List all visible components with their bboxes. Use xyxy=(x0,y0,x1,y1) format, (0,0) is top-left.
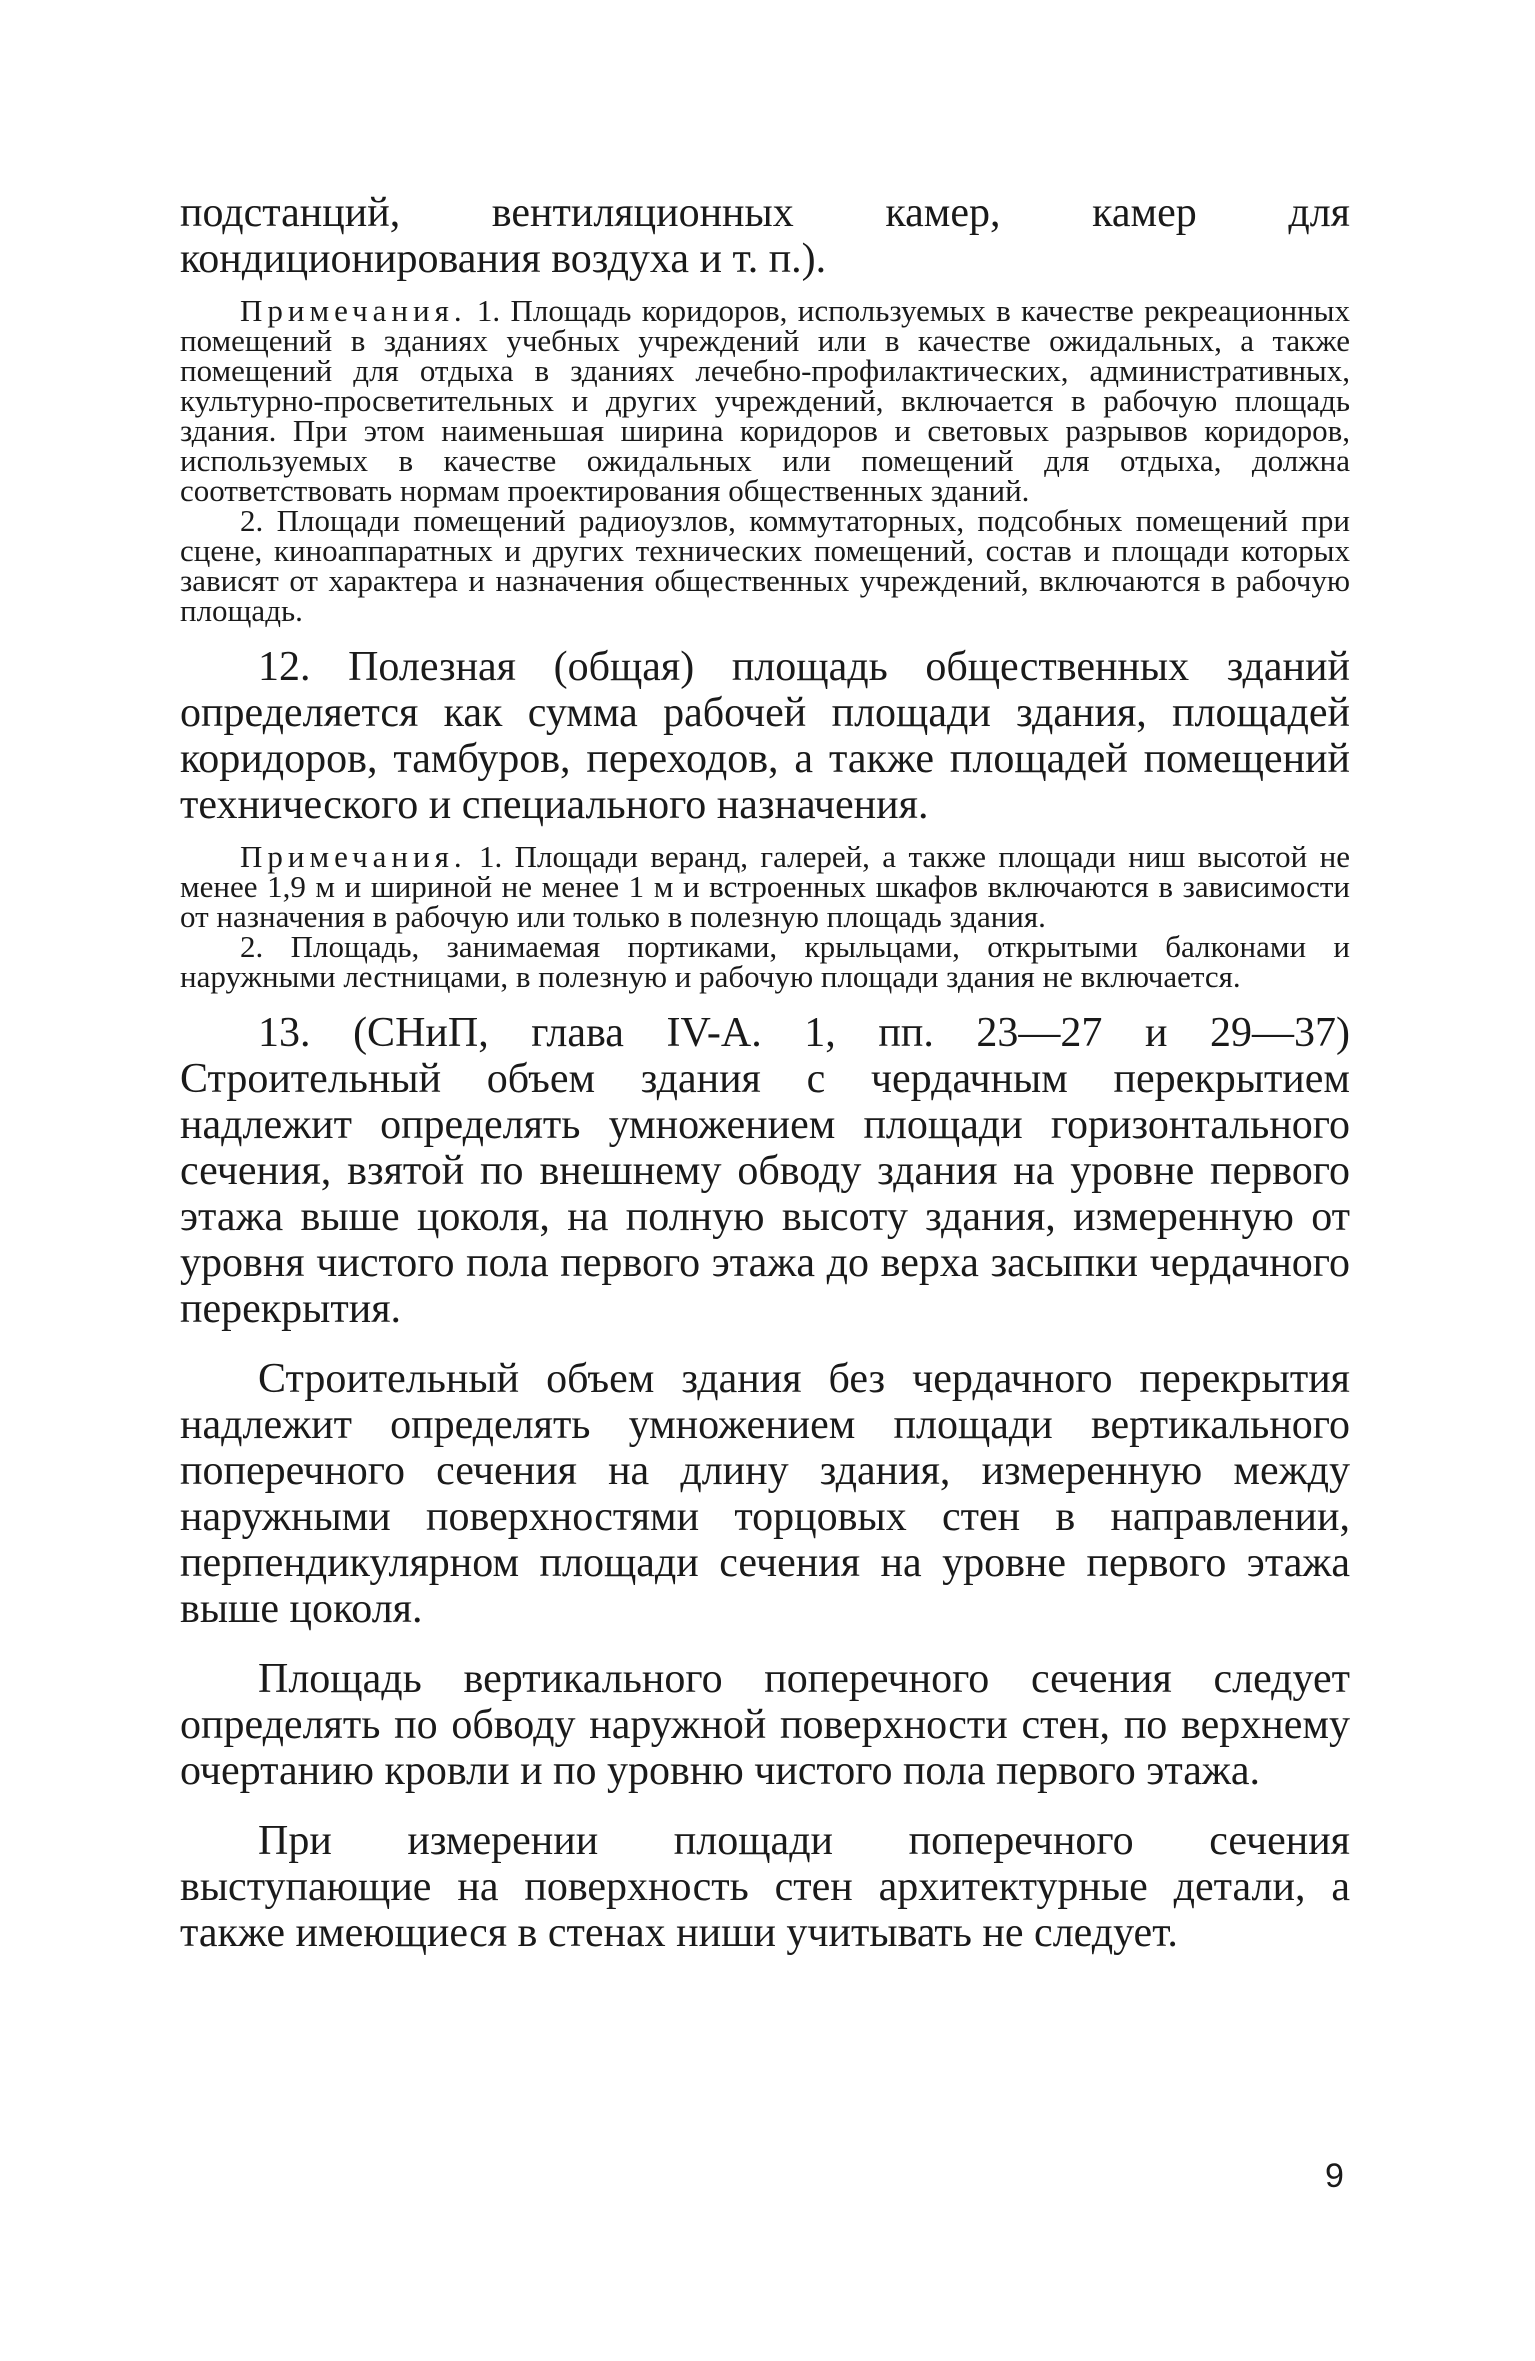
page-number: 9 xyxy=(1325,2157,1344,2195)
paragraph-12: 12. Полезная (общая) площадь общественных зданий определяется как сумма рабочей площади здания, площадей коридоров, тамбуров, переходов, а также площадей помещений технического и специального назначения. xyxy=(180,644,1350,828)
paragraph-16: При измерении площади поперечного сечения выступающие на поверхность стен архитектурные детали, а также имеющиеся в стенах ниши учитывать не следует. xyxy=(180,1818,1350,1956)
note-label: Примечания. xyxy=(240,293,467,328)
note-4: 2. Площадь, занимаемая портиками, крыльцами, открытыми балконами и наружными лестницами, в полезную и рабочую площади здания не включается. xyxy=(180,929,1350,994)
paragraph-15: Площадь вертикального поперечного сечения следует определять по обводу наружной поверхности стен, по верхнему очертанию кровли и по уровню чистого пола первого этажа. xyxy=(180,1656,1350,1794)
note-text: 1. Площади веранд, галерей, а также площади ниш высотой не менее 1,9 м и шириной не менее 1 м и встроенных шкафов включаются в зависимости от назначения в рабочую или только в полезную площадь здания. xyxy=(180,839,1350,934)
note-2: 2. Площади помещений радиоузлов, коммутаторных, подсобных помещений при сцене, киноаппаратных и других технических помещений, состав и площади которых зависят от характера и назначения общественных учреждений, включаются в рабочую площадь. xyxy=(180,503,1350,628)
note-3 xyxy=(180,839,1350,934)
page-body xyxy=(180,190,1350,1956)
paragraph-continuation: подстанций, вентиляционных камер, камер для кондиционирования воздуха и т. п.). xyxy=(180,190,1350,282)
paragraph-14: Строительный объем здания без чердачного перекрытия надлежит определять умножением площади вертикального поперечного сечения на длину здания, измеренную между наружными поверхностями торцовых стен в направлении, перпендикулярном площади сечения на уровне первого этажа выше цоколя. xyxy=(180,1356,1350,1632)
paragraph-13: 13. (СНиП, глава IV-А. 1, пп. 23—27 и 29—37) Строительный объем здания с чердачным перекрытием надлежит определять умножением площади горизонтального сечения, взятой по внешнему обводу здания на уровне первого этажа выше цоколя, на полную высоту здания, измеренную от уровня чистого пола первого этажа до верха засыпки чердачного перекрытия. xyxy=(180,1010,1350,1332)
note-1 xyxy=(180,293,1350,508)
note-label: Примечания. xyxy=(240,839,467,874)
note-text: 1. Площадь коридоров, используемых в качестве рекреационных помещений в зданиях учебных учреждений или в качестве ожидальных, а также помещений для отдыха в зданиях лечебно-профилактических, административных, культурно-просветительных и других учреждений, включается в рабочую площадь здания. При этом наименьшая ширина коридоров и световых разрывов коридоров, используемых в качестве ожидальных или помещений для отдыха, должна соответствовать нормам проектирования общественных зданий. xyxy=(180,293,1350,508)
